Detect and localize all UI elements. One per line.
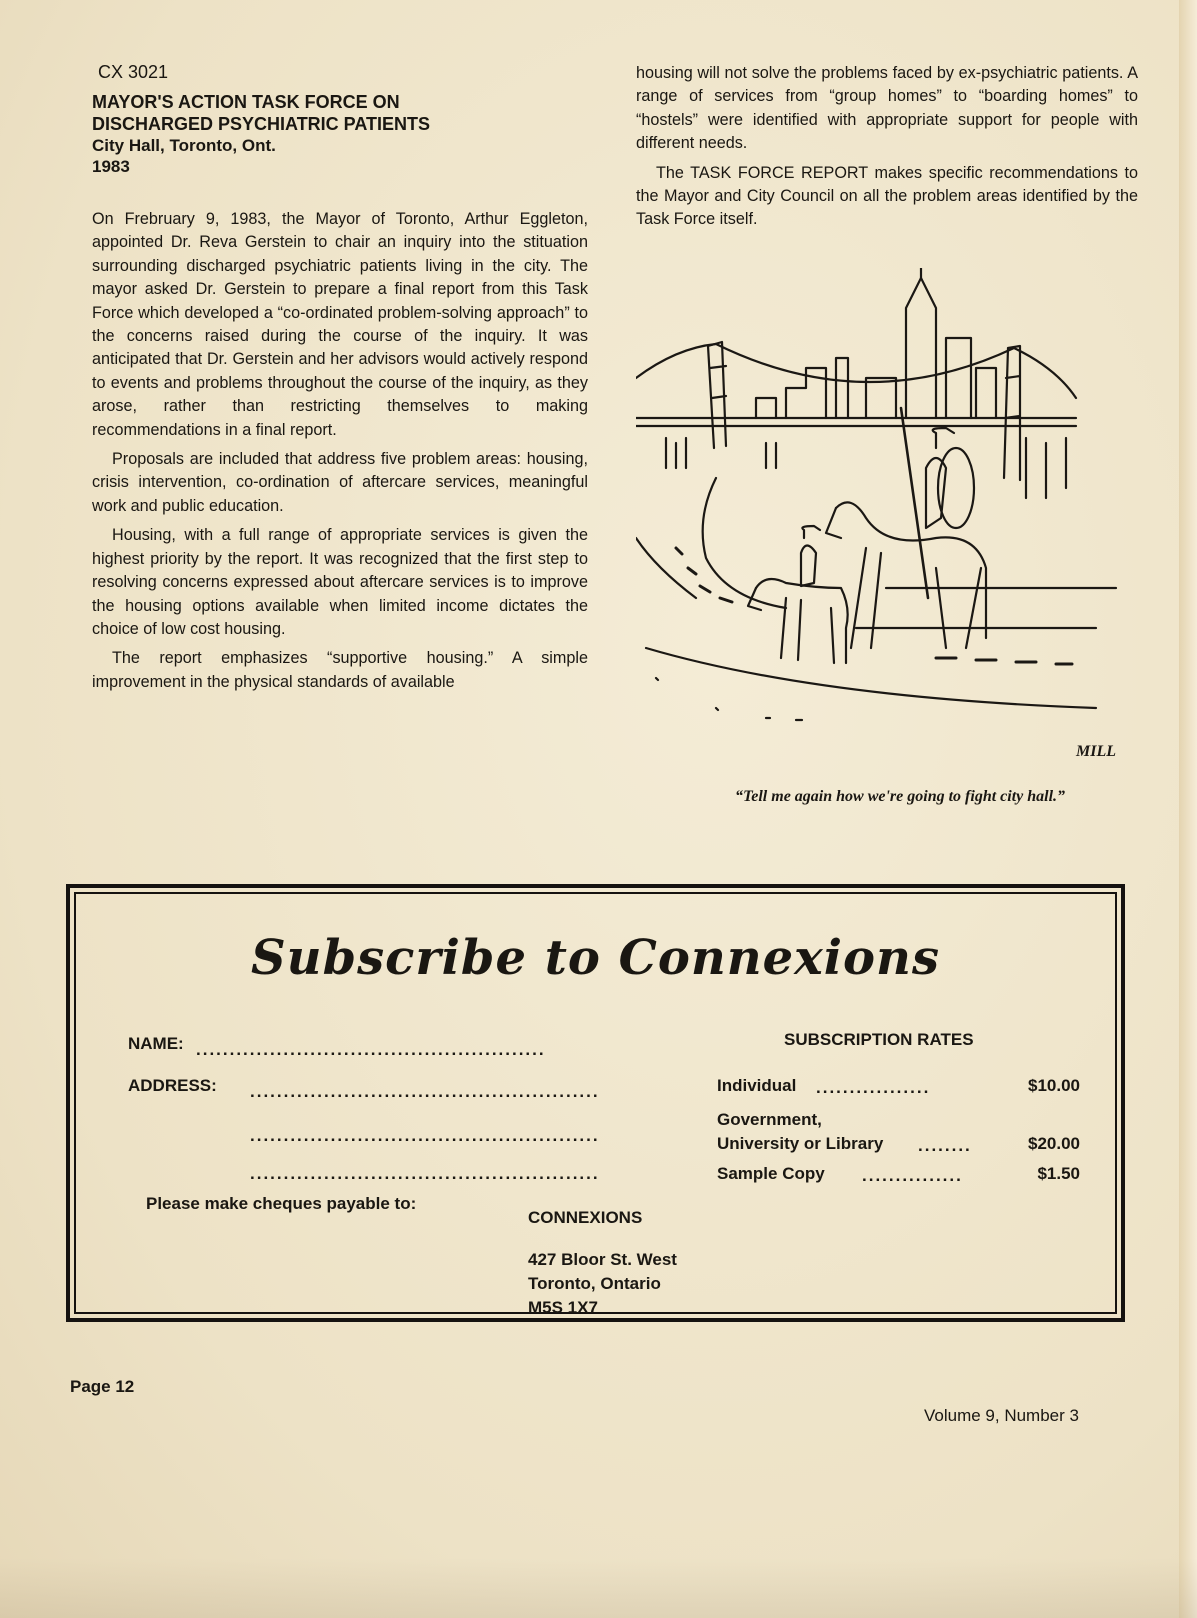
article-location: City Hall, Toronto, Ont. (92, 136, 276, 155)
payee-address-3: M5S 1X7 (528, 1298, 598, 1317)
cartoon-caption: “Tell me again how we're going to fight city hall.” (734, 788, 1066, 805)
article-body-left (92, 208, 588, 700)
rate-university-label: University or Library (717, 1134, 884, 1153)
rate-government-label: Government, (717, 1110, 822, 1129)
subscribe-title: Subscribe to Connexions (251, 930, 940, 986)
payable-label: Please make cheques payable to: (146, 1194, 417, 1213)
paragraph: On Frebruary 9, 1983, the Mayor of Toronto, Arthur Eggleton, appointed Dr. Reva Gerstein to chair an inquiry into the stituation surrounding discharged psychiatric patients living in the city. The mayor asked Dr. Gerstein to prepare a final report from this Task Force which developed a “co-ordinated problem-solving approach” to the concerns raised during the course of the inquiry. It was anticipated that Dr. Gerstein and her advisors would actively respond to events and problems throughout the course of the inquiry, as they arose, rather than restricting themselves to making recommendations in a final report. (92, 210, 588, 439)
paragraph: Proposals are included that address five problem areas: housing, crisis intervention, co-ordination of aftercare services, meaningful work and public education. (92, 450, 588, 515)
paragraph: The report emphasizes “supportive housing.” A simple improvement in the physical standards of available (92, 649, 588, 691)
paragraph: Housing, with a full range of appropriate services is given the highest priority by the report. It was recognized that the first step to resolving concerns expressed about aftercare services is to improve the housing options available when limited income dictates the choice of low cost housing. (92, 526, 588, 638)
rate-sample-dots: ............... (862, 1166, 963, 1185)
paragraph: housing will not solve the problems faced by ex-psychiatric patients. A range of services from “group homes” to “boarding homes” to “hostels” were identified with appropriate support for people with different needs. (636, 64, 1138, 153)
payee-address-1: 427 Bloor St. West (528, 1250, 677, 1269)
rate-university-dots: ........ (918, 1136, 972, 1155)
address-field-3[interactable]: .................................................... (250, 1164, 600, 1183)
rate-sample-label: Sample Copy (717, 1164, 825, 1183)
page-number: Page 12 (70, 1377, 135, 1396)
rate-individual-label: Individual (717, 1076, 797, 1095)
article-header (92, 62, 592, 177)
page-shadow (0, 1558, 1197, 1618)
rate-individual-price: $10.00 (1028, 1076, 1080, 1095)
name-field[interactable]: .................................................... (196, 1040, 546, 1059)
rate-individual-dots: ................. (816, 1078, 931, 1097)
address-field-1[interactable]: .................................................... (250, 1082, 600, 1101)
headline-line-2: DISCHARGED PSYCHIATRIC PATIENTS (92, 114, 431, 134)
cartoon-illustration (636, 268, 1136, 788)
article-year: 1983 (92, 157, 130, 176)
paragraph: The TASK FORCE REPORT makes specific recommendations to the Mayor and City Council on all the problem areas identified by the Task Force itself. (636, 163, 1138, 229)
volume-number: Volume 9, Number 3 (924, 1406, 1079, 1425)
address-label: ADDRESS: (128, 1076, 217, 1095)
address-field-2[interactable]: .................................................... (250, 1126, 600, 1145)
cartoon-signature: MILL (1076, 743, 1116, 760)
headline-line-1: MAYOR'S ACTION TASK FORCE ON (92, 92, 400, 112)
rate-sample-price: $1.50 (1037, 1164, 1080, 1183)
payee-address-2: Toronto, Ontario (528, 1274, 661, 1293)
page-edge (1179, 0, 1197, 1618)
name-label: NAME: (128, 1034, 184, 1053)
article-body-right (636, 62, 1138, 238)
rate-university-price: $20.00 (1028, 1134, 1080, 1153)
rates-title: SUBSCRIPTION RATES (784, 1030, 974, 1049)
payee-name: CONNEXIONS (528, 1208, 643, 1227)
article-code: CX 3021 (98, 62, 169, 82)
